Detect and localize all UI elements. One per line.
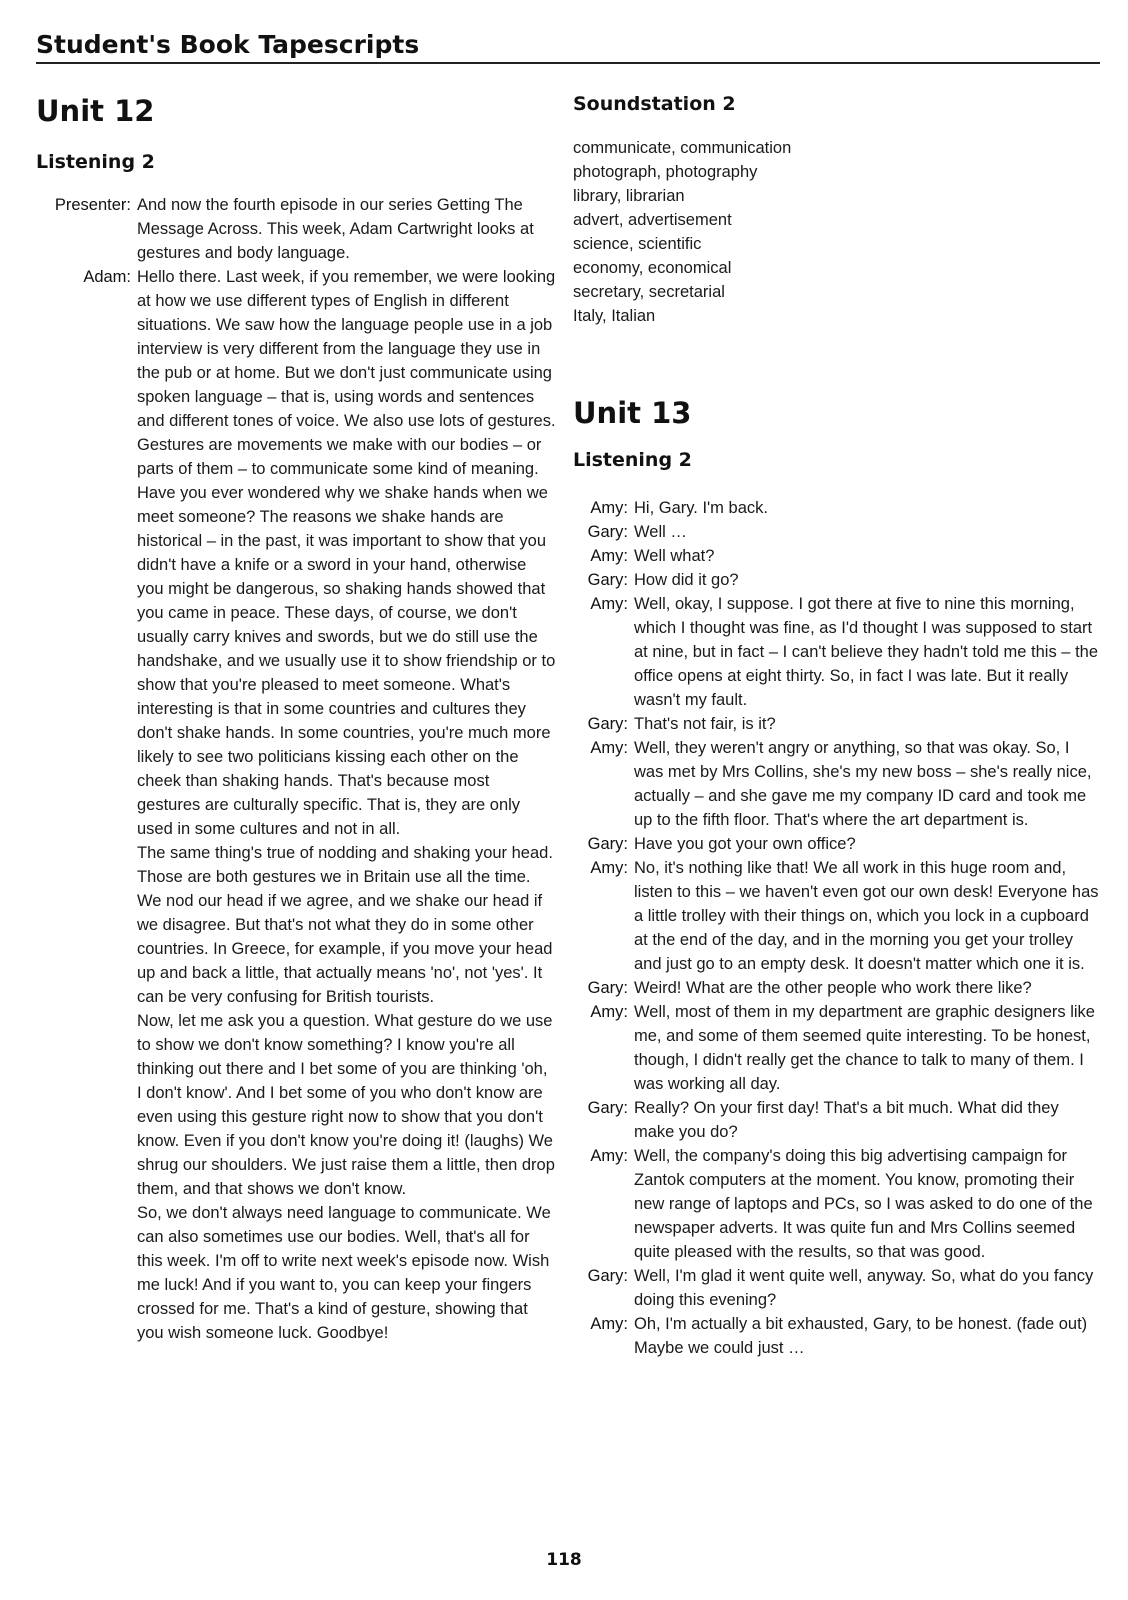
speech-text: Have you got your own office?	[634, 835, 856, 853]
speech-text	[137, 265, 556, 1345]
dialogue-turn	[573, 712, 1103, 736]
speech-paragraph: So, we don't always need language to communicate. We can also sometimes use our bodies. Well, that's all for this week. I'm off to write next week's episode now. Wish me luck! And if you want to, you can keep your fingers crossed for me. That's a kind of gesture, showing that you wish someone luck. Goodbye!	[137, 1204, 551, 1342]
speaker-label: Amy:	[590, 547, 628, 565]
speech-paragraph: And now the fourth episode in our series Getting The Message Across. This week, Adam Cartwright looks at gestures and body language.	[137, 196, 534, 262]
soundstation-word-list	[573, 136, 1103, 328]
speech-text: Well, they weren't angry or anything, so that was okay. So, I was met by Mrs Collins, she's my new boss – she's really nice, actually – and she gave me my company ID card and took me up to the fifth floor. That's where the art department is.	[634, 739, 1092, 829]
speech-text: Well, I'm glad it went quite well, anyway. So, what do you fancy doing this evening?	[634, 1267, 1094, 1309]
right-column	[573, 90, 1103, 1360]
dialogue-turn	[573, 736, 1103, 832]
page-header	[36, 28, 1100, 64]
speech-text: How did it go?	[634, 571, 739, 589]
dialogue-turn	[36, 265, 556, 1345]
dialogue-turn	[573, 520, 1103, 544]
speech-text	[137, 193, 556, 265]
speaker-label: Gary:	[587, 1099, 628, 1117]
word-pair: economy, economical	[573, 259, 732, 277]
soundstation-heading: Soundstation 2	[573, 93, 736, 115]
speech-text: Well, most of them in my department are graphic designers like me, and some of them seemed quite interesting. To be honest, though, I didn't really get the chance to talk to many of them. I was working all day.	[634, 1003, 1095, 1093]
dialogue-turn	[573, 544, 1103, 568]
speaker-label: Gary:	[587, 979, 628, 997]
listening-2-heading: Listening 2	[573, 449, 692, 471]
dialogue-turn	[573, 1264, 1103, 1312]
speaker-label: Amy:	[590, 1315, 628, 1333]
speaker-label: Gary:	[587, 715, 628, 733]
speaker-label: Amy:	[590, 595, 628, 613]
speech-text: Well, the company's doing this big advertising campaign for Zantok computers at the moment. You know, promoting their new range of laptops and PCs, so I was asked to do one of the newspaper adverts. It was quite fun and Mrs Collins seemed quite pleased with the results, so that was good.	[634, 1147, 1093, 1261]
speech-text: Well what?	[634, 547, 715, 565]
speech-text: Well …	[634, 523, 687, 541]
dialogue-turn	[573, 568, 1103, 592]
speaker-label: Adam:	[83, 268, 131, 286]
word-pair: photograph, photography	[573, 163, 758, 181]
speaker-label: Gary:	[587, 835, 628, 853]
dialogue-turn	[36, 193, 556, 265]
word-pair: library, librarian	[573, 187, 685, 205]
speaker-label: Amy:	[590, 499, 628, 517]
speaker-label: Amy:	[590, 859, 628, 877]
dialogue-turn	[573, 592, 1103, 712]
left-column	[36, 90, 556, 1345]
unit-13-tapescript	[573, 496, 1103, 1360]
word-pair: communicate, communication	[573, 139, 792, 157]
unit-13-heading: Unit 13	[573, 396, 692, 430]
speech-paragraph: The same thing's true of nodding and shaking your head. Those are both gestures we in Britain use all the time. We nod our head if we agree, and we shake our head if we disagree. But that's not what they do in some other countries. In Greece, for example, if you move your head up and back a little, that actually means 'no', not 'yes'. It can be very confusing for British tourists.	[137, 844, 553, 1006]
speaker-label: Amy:	[590, 1147, 628, 1165]
speech-text: Really? On your first day! That's a bit much. What did they make you do?	[634, 1099, 1059, 1141]
speech-text: Oh, I'm actually a bit exhausted, Gary, to be honest. (fade out) Maybe we could just …	[634, 1315, 1088, 1357]
dialogue-turn	[573, 496, 1103, 520]
speaker-label: Gary:	[587, 571, 628, 589]
dialogue-turn	[573, 1312, 1103, 1360]
word-pair: secretary, secretarial	[573, 283, 725, 301]
dialogue-turn	[573, 1096, 1103, 1144]
unit-12-heading: Unit 12	[36, 94, 155, 128]
dialogue-turn	[573, 832, 1103, 856]
speech-text: Hi, Gary. I'm back.	[634, 499, 768, 517]
speaker-label: Gary:	[587, 523, 628, 541]
listening-2-heading: Listening 2	[36, 151, 155, 173]
speech-text: Well, okay, I suppose. I got there at five to nine this morning, which I thought was fine, as I'd thought I was supposed to start at nine, but in fact – I can't believe they hadn't told me this – the office opens at eight thirty. So, in fact I was late. But it really wasn't my fault.	[634, 595, 1099, 709]
dialogue-turn	[573, 1000, 1103, 1096]
word-pair: advert, advertisement	[573, 211, 732, 229]
speech-paragraph: Hello there. Last week, if you remember, we were looking at how we use different types of English in different situations. We saw how the language people use in a job interview is very different from the language they use in the pub or at home. But we don't just communicate using spoken language – that is, using words and sentences and different tones of voice. We also use lots of gestures. Gestures are movements we make with our bodies – or parts of them – to communicate some kind of meaning. Have you ever wondered why we shake hands when we meet someone? The reasons we shake hands are historical – in the past, it was important to show that you didn't have a knife or a sword in your hand, otherwise you might be dangerous, so shaking hands showed that you came in peace. These days, of course, we don't usually carry knives and swords, but we do still use the handshake, and we usually use it to show friendship or to show that you're pleased to meet someone. What's interesting is that in some countries and cultures they don't shake hands. In some countries, you're much more likely to see two politicians kissing each other on the cheek than shaking hands. That's because most gestures are culturally specific. That is, they are only used in some cultures and not in all.	[137, 268, 556, 838]
speaker-label: Presenter:	[54, 196, 131, 214]
speech-text: Weird! What are the other people who work there like?	[634, 979, 1032, 997]
unit-12-tapescript	[36, 193, 556, 1345]
speech-text: That's not fair, is it?	[634, 715, 776, 733]
dialogue-turn	[573, 856, 1103, 976]
word-pair: science, scientific	[573, 235, 702, 253]
page-title: Student's Book Tapescripts	[36, 30, 420, 59]
dialogue-turn	[573, 976, 1103, 1000]
word-pair: Italy, Italian	[573, 307, 656, 325]
speaker-label: Amy:	[590, 1003, 628, 1021]
page-number: 118	[546, 1550, 582, 1570]
speaker-label: Gary:	[587, 1267, 628, 1285]
dialogue-turn	[573, 1144, 1103, 1264]
speaker-label: Amy:	[590, 739, 628, 757]
speech-paragraph: Now, let me ask you a question. What gesture do we use to show we don't know something? I know you're all thinking out there and I bet some of you are thinking 'oh, I don't know'. And I bet some of you who don't know are even using this gesture right now to show that you don't know. Even if you don't know you're doing it! (laughs) We shrug our shoulders. We just raise them a little, then drop them, and that shows we don't know.	[137, 1012, 555, 1198]
speech-text: No, it's nothing like that! We all work in this huge room and, listen to this – we haven't even got our own desk! Everyone has a little trolley with their things on, which you lock in a cupboard at the end of the day, and in the morning you get your trolley and just go to an empty desk. It doesn't matter which one it is.	[634, 859, 1099, 973]
